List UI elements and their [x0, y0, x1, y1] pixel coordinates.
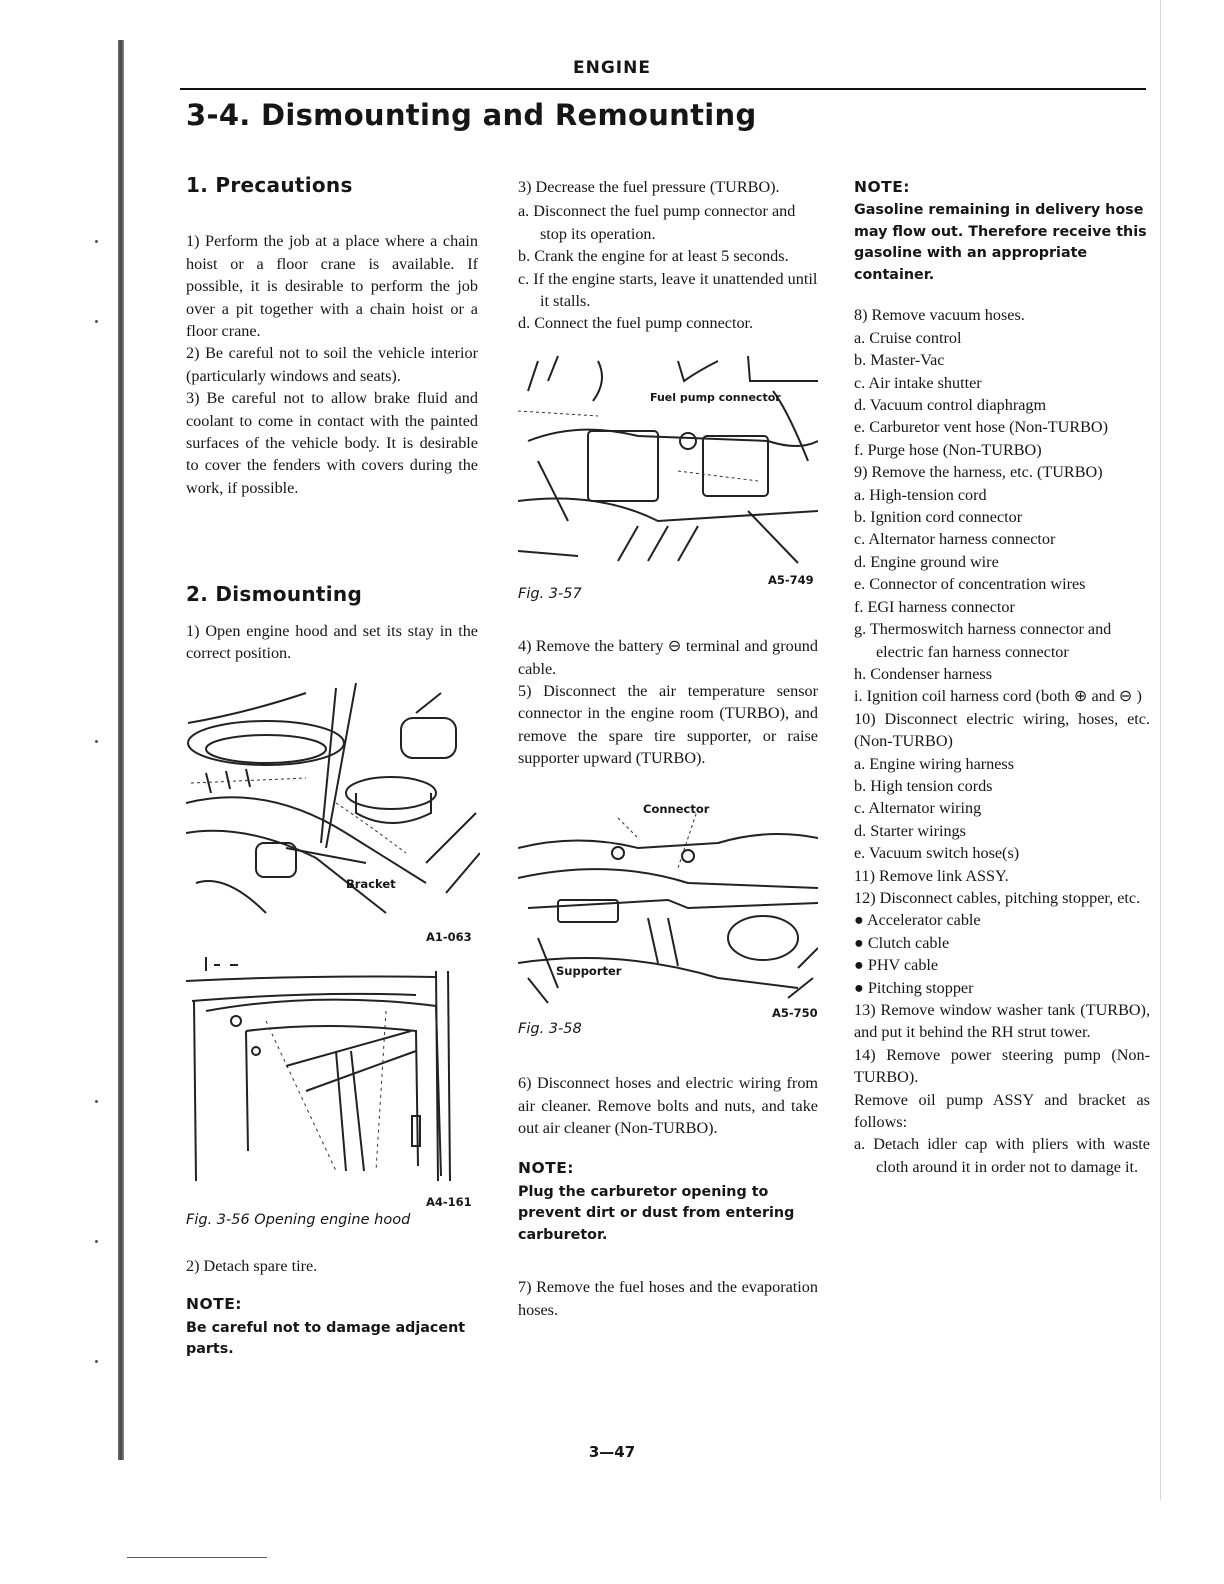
list-item: a. Engine wiring harness — [854, 754, 1015, 773]
callout-fuel-pump-connector: Fuel pump connector — [650, 390, 781, 404]
list-item: c. If the engine starts, leave it unattended until it stalls. — [518, 269, 818, 311]
callout-supporter: Supporter — [556, 963, 622, 978]
bullet-item: ● Accelerator cable — [854, 911, 981, 930]
column-3 — [854, 170, 1150, 1178]
paragraph: 5) Disconnect the air temperature sensor connector in the engine room (TURBO), and remove the spare tire supporter, or raise supporter upward (TURBO). — [518, 682, 818, 768]
paragraph: 1) Perform the job at a place where a chain hoist or a floor crane is available. If possible, it is desirable to perform the job over a pit together with a chain hoist or a floor crane. — [186, 232, 478, 341]
note-text: Plug the carburetor opening to prevent dirt or dust from entering carburetor. — [518, 1183, 795, 1243]
paragraph: 14) Remove power steering pump (Non-TURBO). — [854, 1045, 1150, 1087]
bullet-text: Accelerator cable — [866, 911, 981, 930]
figure-code: A5-749 — [768, 572, 814, 587]
list-item: a. Detach idler cap with pliers with waste cloth around it in order not to damage it. — [854, 1135, 1150, 1176]
paragraph: 9) Remove the harness, etc. (TURBO) — [854, 463, 1103, 482]
list-item: d. Connect the fuel pump connector. — [518, 314, 754, 333]
bullet-text: Clutch cable — [867, 933, 950, 952]
figure-engine-bay — [186, 683, 480, 945]
binding-edge — [118, 40, 124, 1460]
figure-caption: Fig. 3-58 — [518, 1020, 582, 1037]
paragraph: 13) Remove window washer tank (TURBO), and put it behind the RH strut tower. — [854, 1001, 1150, 1042]
list-item: b. Master-Vac — [854, 351, 945, 370]
column-1 — [186, 170, 478, 1361]
list-item: c. Alternator harness connector — [854, 530, 1056, 549]
section-dismounting-title: 2. Dismounting — [186, 582, 363, 607]
page-title: 3-4. Dismounting and Remounting — [186, 98, 757, 132]
figure-code: A4-161 — [426, 1194, 472, 1209]
list-item: h. Condenser harness — [854, 664, 993, 683]
list-item: e. Carburetor vent hose (Non-TURBO) — [854, 418, 1108, 437]
bullet-text: Pitching stopper — [867, 978, 974, 997]
list-item: e. Connector of concentration wires — [854, 575, 1086, 594]
section-precautions-title: 1. Precautions — [186, 173, 353, 197]
bullet-item: ● Clutch cable — [854, 933, 950, 952]
list-item: a. Cruise control — [854, 328, 962, 347]
figure-fuel-pump-connector — [518, 351, 818, 587]
list-item: d. Starter wirings — [854, 821, 966, 840]
binding-marks — [95, 40, 99, 1460]
paragraph: 3) Decrease the fuel pressure (TURBO). — [518, 178, 780, 196]
figure-code: A5-750 — [772, 1005, 818, 1020]
paragraph: 10) Disconnect electric wiring, hoses, etc. (Non-TURBO) — [854, 709, 1150, 751]
paragraph: 2) Be careful not to soil the vehicle interior (particularly windows and seats). — [186, 344, 478, 385]
bullet-item: ● Pitching stopper — [854, 978, 974, 997]
list-item: c. Alternator wiring — [854, 799, 982, 818]
paragraph: Remove oil pump ASSY and bracket as follows: — [854, 1090, 1150, 1132]
list-item: b. Ignition cord connector — [854, 508, 1023, 527]
header-rule — [180, 88, 1146, 90]
note-text: Be careful not to damage adjacent parts. — [186, 1319, 466, 1358]
list-item: b. High tension cords — [854, 776, 993, 795]
engine-bay-illustration — [186, 683, 480, 923]
list-item: b. Crank the engine for at least 5 seconds. — [518, 247, 789, 266]
bullet-item: ● PHV cable — [854, 956, 939, 975]
paragraph: 11) Remove link ASSY. — [854, 866, 1009, 885]
fuel-pump-illustration — [518, 351, 818, 575]
figure-caption: Fig. 3-57 — [518, 585, 582, 602]
list-item: d. Vacuum control diaphragm — [854, 396, 1047, 415]
paragraph: 6) Disconnect hoses and electric wiring from air cleaner. Remove bolts and nuts, and take out air cleaner (Non-TURBO). — [518, 1074, 818, 1137]
callout-bracket: Bracket — [346, 876, 396, 891]
list-item: e. Vacuum switch hose(s) — [854, 844, 1020, 863]
list-item: a. Disconnect the fuel pump connector and stop its operation. — [518, 202, 796, 243]
list-item: i. Ignition coil harness cord (both ⊕ and ⊖ ) — [854, 687, 1142, 706]
note-heading: NOTE: — [854, 178, 911, 196]
figure-engine-hood — [186, 951, 480, 1209]
list-item: g. Thermoswitch harness connector and electric fan harness connector — [854, 620, 1112, 661]
footer-line — [127, 1557, 267, 1558]
paragraph: 8) Remove vacuum hoses. — [854, 306, 1025, 325]
paragraph: 4) Remove the battery ⊖ terminal and ground cable. — [518, 637, 818, 678]
list-item: c. Air intake shutter — [854, 373, 982, 392]
bullet-text: PHV cable — [867, 956, 939, 975]
note-heading: NOTE: — [518, 1159, 575, 1178]
note-text: Gasoline remaining in delivery hose may flow out. Therefore receive this gasoline with an appropriate container. — [854, 202, 1147, 283]
paragraph: 7) Remove the fuel hoses and the evaporation hoses. — [518, 1278, 818, 1319]
callout-connector: Connector — [643, 801, 710, 816]
paragraph: 1) Open engine hood and set its stay in the correct position. — [186, 621, 478, 663]
figure-code: A1-063 — [426, 929, 472, 944]
list-item: a. High-tension cord — [854, 485, 987, 504]
list-item: d. Engine ground wire — [854, 552, 999, 571]
list-item: f. EGI harness connector — [854, 597, 1015, 616]
running-head: ENGINE — [573, 58, 651, 78]
note-heading: NOTE: — [186, 1295, 243, 1314]
engine-hood-illustration — [186, 951, 480, 1187]
page-number: 3—47 — [588, 1443, 636, 1461]
page-edge — [1160, 0, 1161, 1500]
paragraph: 3) Be careful not to allow brake fluid and coolant to come in contact with the painted surfaces of the vehicle body. It is desirable to cover the fenders with covers during the work, if possible. — [186, 389, 478, 497]
paragraph: 2) Detach spare tire. — [186, 1256, 318, 1275]
list-item: f. Purge hose (Non-TURBO) — [854, 440, 1042, 459]
figure-caption: Fig. 3-56 Opening engine hood — [186, 1211, 411, 1228]
column-2 — [518, 170, 818, 1321]
figure-connector-supporter — [518, 788, 818, 1018]
paragraph: 12) Disconnect cables, pitching stopper, etc. — [854, 888, 1141, 907]
